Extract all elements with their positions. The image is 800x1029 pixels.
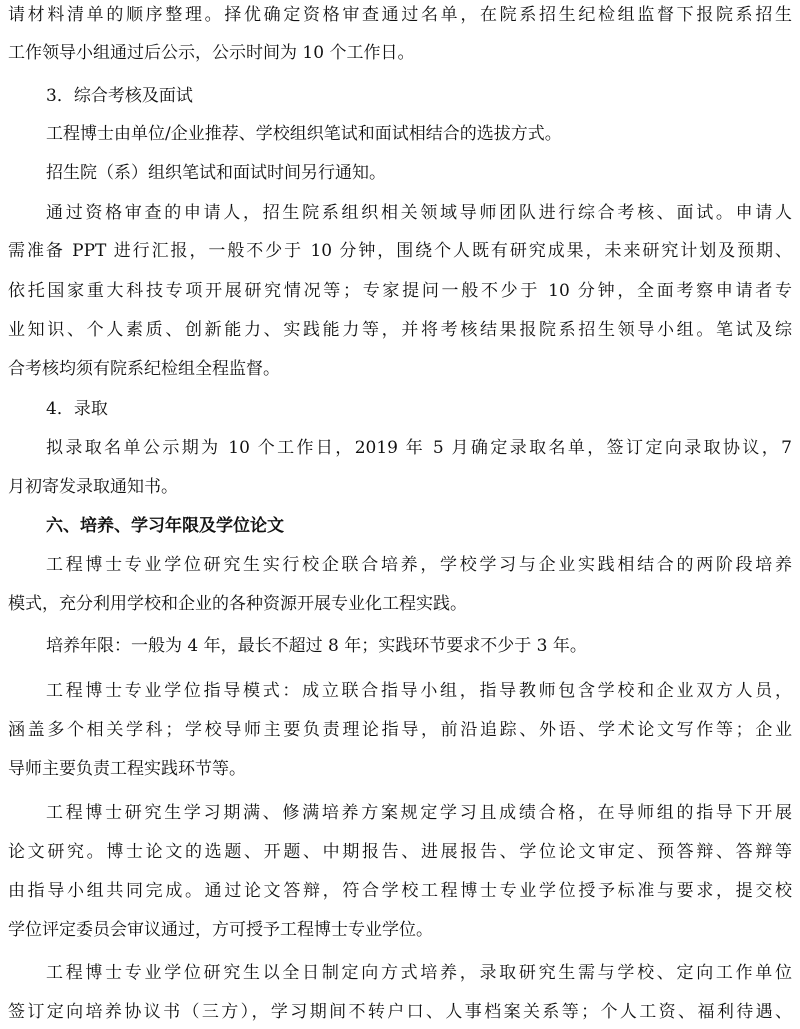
paragraph-line: 论文研究。博士论文的选题、开题、中期报告、进展报告、学位论文审定、预答辩、答辩等 (8, 842, 792, 862)
section-heading: 3．综合考核及面试 (46, 86, 193, 106)
paragraph-line: 工程博士由单位/企业推荐、学校组织笔试和面试相结合的选拔方式。 (46, 124, 562, 144)
paragraph-line: 合考核均须有院系纪检组全程监督。 (8, 359, 280, 379)
paragraph-line: 工程博士专业学位研究生实行校企联合培养，学校学习与企业实践相结合的两阶段培养 (46, 555, 792, 575)
paragraph-line: 月初寄发录取通知书。 (8, 477, 178, 497)
paragraph-line: 招生院（系）组织笔试和面试时间另行通知。 (46, 163, 386, 183)
chapter-heading: 六、培养、学习年限及学位论文 (46, 516, 284, 536)
paragraph-line: 工作领导小组通过后公示，公示时间为 10 个工作日。 (8, 43, 415, 63)
paragraph-line: 涵盖多个相关学科；学校导师主要负责理论指导，前沿追踪、外语、学术论文写作等；企业 (8, 720, 792, 740)
paragraph-line: 依托国家重大科技专项开展研究情况等；专家提问一般不少于 10 分钟，全面考察申请者专 (8, 281, 792, 301)
paragraph-line: 请材料清单的顺序整理。择优确定资格审查通过名单，在院系招生纪检组监督下报院系招生 (8, 5, 792, 25)
paragraph-line: 通过资格审查的申请人，招生院系组织相关领域导师团队进行综合考核、面试。申请人 (46, 203, 792, 223)
paragraph-line: 模式，充分利用学校和企业的各种资源开展专业化工程实践。 (8, 594, 467, 614)
paragraph-line: 需准备 PPT 进行汇报，一般不少于 10 分钟，围绕个人既有研究成果，未来研究计划及预期、 (8, 241, 792, 261)
section-heading: 4．录取 (46, 399, 108, 419)
paragraph-line: 拟录取名单公示期为 10 个工作日，2019 年 5 月确定录取名单，签订定向录取协议，7 (46, 438, 792, 458)
paragraph-line: 工程博士研究生学习期满、修满培养方案规定学习且成绩合格，在导师组的指导下开展 (46, 803, 792, 823)
paragraph-line: 签订定向培养协议书（三方），学习期间不转户口、人事档案关系等；个人工资、福利待遇、 (8, 1002, 792, 1022)
paragraph-line: 培养年限：一般为 4 年，最长不超过 8 年；实践环节要求不少于 3 年。 (46, 636, 587, 656)
paragraph-line: 学位评定委员会审议通过，方可授予工程博士专业学位。 (8, 920, 433, 940)
paragraph-line: 工程博士专业学位指导模式：成立联合指导小组，指导教师包含学校和企业双方人员， (46, 681, 792, 701)
paragraph-line: 由指导小组共同完成。通过论文答辩，符合学校工程博士专业学位授予标准与要求，提交校 (8, 881, 792, 901)
paragraph-line: 业知识、个人素质、创新能力、实践能力等，并将考核结果报院系招生领导小组。笔试及综 (8, 320, 792, 340)
paragraph-line: 工程博士专业学位研究生以全日制定向方式培养，录取研究生需与学校、定向工作单位 (46, 963, 792, 983)
paragraph-line: 导师主要负责工程实践环节等。 (8, 759, 246, 779)
